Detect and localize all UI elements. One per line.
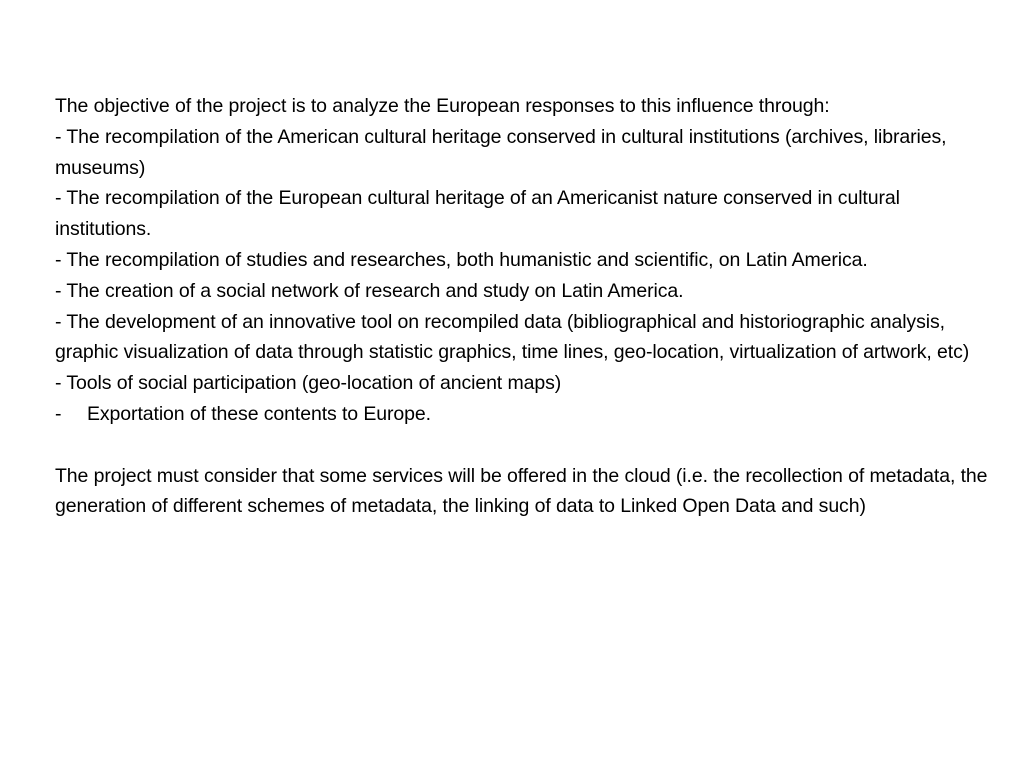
paragraph-spacer	[55, 430, 990, 461]
list-item-last	[55, 399, 990, 430]
list-dash: -	[55, 402, 62, 425]
list-item: - The recompilation of the European cultural heritage of an Americanist nature conserved in cultural institutions.	[55, 187, 900, 241]
closing-paragraph: The project must consider that some services will be offered in the cloud (i.e. the recollection of metadata, the generation of different schemes of metadata, the linking of data to Linked Open Data and such)	[55, 464, 988, 518]
list-item: - Tools of social participation (geo-location of ancient maps)	[55, 372, 562, 395]
slide-text-body	[55, 91, 990, 522]
list-item: - The development of an innovative tool on recompiled data (bibliographical and historiographic analysis, graphic visualization of data through statistic graphics, time lines, geo-location, virtualization of artwork, etc)	[55, 310, 970, 364]
list-item: - The recompilation of the American cultural heritage conserved in cultural institutions (archives, libraries, museums)	[55, 125, 947, 179]
list-item-text: Exportation of these contents to Europe.	[87, 402, 431, 425]
intro-paragraph: The objective of the project is to analyze the European responses to this influence through:	[55, 95, 830, 117]
list-item: - The recompilation of studies and researches, both humanistic and scientific, on Latin America.	[55, 248, 868, 271]
list-item: - The creation of a social network of research and study on Latin America.	[55, 279, 684, 302]
